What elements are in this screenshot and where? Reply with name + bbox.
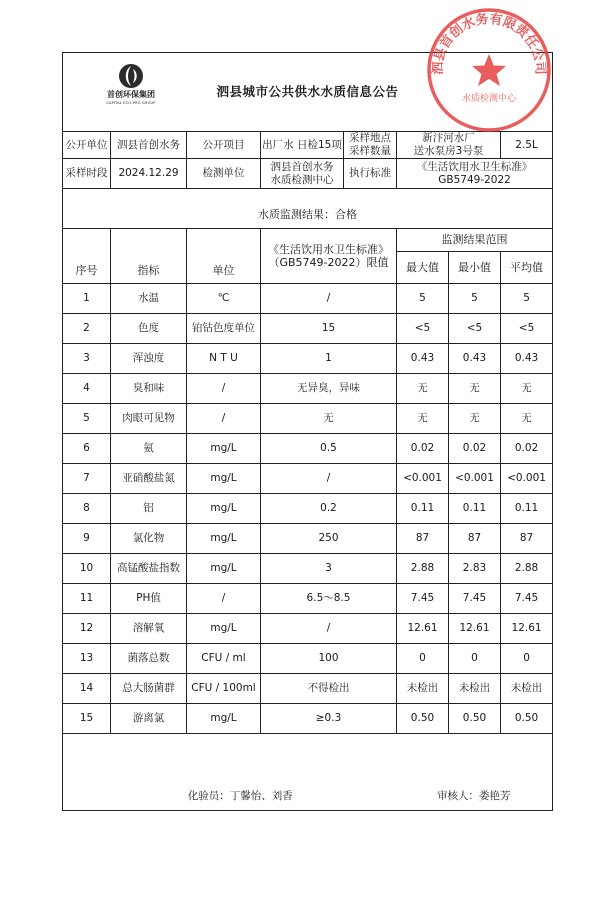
row-max: 0.43: [397, 344, 449, 374]
blank-row: [63, 734, 553, 783]
row-unit: N T U: [187, 344, 261, 374]
logo-icon: [118, 63, 144, 89]
row-unit: mg/L: [187, 554, 261, 584]
row-no: 15: [63, 704, 111, 734]
row-limit: /: [261, 284, 397, 314]
sample-qty-label: 采样数量: [349, 145, 391, 158]
row-indicator: PH值: [111, 584, 187, 614]
row-limit: 15: [261, 314, 397, 344]
row-avg: 5: [501, 284, 553, 314]
seal-ring-text: 泗县首创水务有限责任公司: [430, 12, 548, 76]
spacer-row: [63, 189, 553, 203]
row-unit: mg/L: [187, 464, 261, 494]
row-limit: 无: [261, 404, 397, 434]
row-min: 0: [449, 644, 501, 674]
col-range: 监测结果范围: [397, 229, 553, 252]
result-text: 水质监测结果：合格: [63, 202, 553, 229]
row-unit: /: [187, 404, 261, 434]
publish-unit-value: 泗县首创水务: [111, 132, 187, 159]
row-limit: 1: [261, 344, 397, 374]
publish-item-label: 公开项目: [187, 132, 261, 159]
row-no: 1: [63, 284, 111, 314]
col-min: 最小值: [449, 252, 501, 284]
row-indicator: 浑浊度: [111, 344, 187, 374]
row-avg: 0: [501, 644, 553, 674]
table-row: [63, 404, 553, 434]
row-indicator: 氯化物: [111, 524, 187, 554]
row-indicator: 肉眼可见物: [111, 404, 187, 434]
row-avg: 无: [501, 374, 553, 404]
row-avg: <0.001: [501, 464, 553, 494]
table-row: [63, 314, 553, 344]
table-row: [63, 344, 553, 374]
row-min: 12.61: [449, 614, 501, 644]
table-row: [63, 524, 553, 554]
row-no: 12: [63, 614, 111, 644]
row-min: 0.11: [449, 494, 501, 524]
row-no: 3: [63, 344, 111, 374]
inspector-text: 化验员：丁馨怡、刘香: [63, 782, 397, 811]
row-avg: 无: [501, 404, 553, 434]
row-avg: 87: [501, 524, 553, 554]
row-limit: 6.5～8.5: [261, 584, 397, 614]
row-unit: /: [187, 374, 261, 404]
sample-time-value: 2024.12.29: [111, 159, 187, 189]
row-limit: 3: [261, 554, 397, 584]
col-indicator: 指标: [111, 229, 187, 284]
col-max: 最大值: [397, 252, 449, 284]
row-min: 未检出: [449, 674, 501, 704]
test-unit-cell: [261, 159, 344, 189]
row-max: 无: [397, 374, 449, 404]
row-avg: 0.02: [501, 434, 553, 464]
standard-value-1: 《生活饮用水卫生标准》: [416, 160, 533, 173]
row-indicator: 高锰酸盐指数: [111, 554, 187, 584]
test-unit-label: 检测单位: [187, 159, 261, 189]
table-row: [63, 374, 553, 404]
row-limit: /: [261, 464, 397, 494]
table-row: [63, 674, 553, 704]
row-indicator: 臭和味: [111, 374, 187, 404]
row-limit: 0.5: [261, 434, 397, 464]
row-max: <0.001: [397, 464, 449, 494]
row-no: 4: [63, 374, 111, 404]
row-indicator: 水温: [111, 284, 187, 314]
row-unit: mg/L: [187, 524, 261, 554]
row-min: <5: [449, 314, 501, 344]
row-max: 2.88: [397, 554, 449, 584]
row-min: 0.02: [449, 434, 501, 464]
table-row: [63, 584, 553, 614]
test-unit-value-2: 水质检测中心: [270, 173, 334, 186]
row-no: 11: [63, 584, 111, 614]
table-row: [63, 554, 553, 584]
row-min: 87: [449, 524, 501, 554]
row-avg: 0.50: [501, 704, 553, 734]
row-no: 13: [63, 644, 111, 674]
row-unit: CFU / 100ml: [187, 674, 261, 704]
row-unit: /: [187, 584, 261, 614]
water-quality-table: [62, 52, 553, 811]
row-max: 0: [397, 644, 449, 674]
row-min: 2.83: [449, 554, 501, 584]
row-no: 6: [63, 434, 111, 464]
row-unit: mg/L: [187, 614, 261, 644]
title-cell: [63, 53, 553, 132]
sample-place-label: 采样地点: [349, 132, 391, 144]
standard-value-2: GB5749-2022: [438, 173, 511, 186]
row-unit: mg/L: [187, 434, 261, 464]
table-row: [63, 284, 553, 314]
row-indicator: 亚硝酸盐氮: [111, 464, 187, 494]
row-avg: 0.11: [501, 494, 553, 524]
row-indicator: 铝: [111, 494, 187, 524]
logo-en-text: CAPITAL ECO-PRO GROUP: [106, 101, 156, 105]
standard-cell: [397, 159, 553, 189]
sample-place-value: 新汴河水厂: [422, 132, 475, 144]
row-max: <5: [397, 314, 449, 344]
row-min: <0.001: [449, 464, 501, 494]
row-min: 无: [449, 374, 501, 404]
row-no: 14: [63, 674, 111, 704]
standard-label: 执行标准: [344, 159, 397, 189]
row-avg: 未检出: [501, 674, 553, 704]
table-row: [63, 644, 553, 674]
sample-place-value-2: 送水泵房3号泵: [413, 145, 484, 158]
col-limit-1: 《生活饮用水卫生标准》: [268, 242, 389, 256]
notice-title: 泗县城市公共供水水质信息公告: [216, 84, 399, 100]
col-no: 序号: [63, 229, 111, 284]
row-unit: mg/L: [187, 494, 261, 524]
row-min: 0.50: [449, 704, 501, 734]
table-row: [63, 434, 553, 464]
row-unit: ℃: [187, 284, 261, 314]
row-max: 87: [397, 524, 449, 554]
row-avg: 12.61: [501, 614, 553, 644]
test-unit-value-1: 泗县首创水务: [270, 160, 334, 173]
row-min: 无: [449, 404, 501, 434]
row-no: 7: [63, 464, 111, 494]
row-indicator: 色度: [111, 314, 187, 344]
row-indicator: 游离氯: [111, 704, 187, 734]
row-max: 7.45: [397, 584, 449, 614]
row-limit: /: [261, 614, 397, 644]
row-min: 7.45: [449, 584, 501, 614]
table-row: [63, 704, 553, 734]
row-limit: 0.2: [261, 494, 397, 524]
sample-place-cell: [397, 132, 501, 159]
logo-cn-text: 首创环保集团: [107, 90, 155, 99]
company-logo: [101, 63, 161, 105]
row-no: 10: [63, 554, 111, 584]
row-max: 0.50: [397, 704, 449, 734]
data-rows: [63, 284, 553, 734]
row-indicator: 菌落总数: [111, 644, 187, 674]
row-max: 12.61: [397, 614, 449, 644]
row-avg: 7.45: [501, 584, 553, 614]
row-limit: ≥0.3: [261, 704, 397, 734]
row-no: 9: [63, 524, 111, 554]
row-max: 0.11: [397, 494, 449, 524]
col-limit: [261, 229, 397, 284]
row-max: 无: [397, 404, 449, 434]
row-avg: <5: [501, 314, 553, 344]
table-row: [63, 464, 553, 494]
row-min: 5: [449, 284, 501, 314]
row-limit: 不得检出: [261, 674, 397, 704]
row-limit: 250: [261, 524, 397, 554]
sample-labels: [344, 132, 397, 159]
row-indicator: 溶解氧: [111, 614, 187, 644]
row-max: 5: [397, 284, 449, 314]
row-unit: CFU / ml: [187, 644, 261, 674]
seal-label: 水质检测中心: [461, 94, 517, 104]
table-row: [63, 614, 553, 644]
sample-time-label: 采样时段: [63, 159, 111, 189]
publish-item-value: 出厂水 日检15项: [261, 132, 344, 159]
row-limit: 无异臭，异味: [261, 374, 397, 404]
row-min: 0.43: [449, 344, 501, 374]
table-row: [63, 494, 553, 524]
row-indicator: 总大肠菌群: [111, 674, 187, 704]
row-max: 未检出: [397, 674, 449, 704]
col-unit: 单位: [187, 229, 261, 284]
row-no: 2: [63, 314, 111, 344]
sample-qty-value: 2.5L: [501, 132, 553, 159]
col-limit-2: （GB5749-2022）限值: [268, 256, 389, 270]
row-no: 5: [63, 404, 111, 434]
publish-unit-label: 公开单位: [63, 132, 111, 159]
reviewer-text: 审核人：娄艳芳: [397, 782, 553, 811]
row-unit: mg/L: [187, 704, 261, 734]
row-limit: 100: [261, 644, 397, 674]
row-unit: 铂钴色度单位: [187, 314, 261, 344]
col-avg: 平均值: [501, 252, 553, 284]
row-avg: 0.43: [501, 344, 553, 374]
row-indicator: 氨: [111, 434, 187, 464]
row-max: 0.02: [397, 434, 449, 464]
row-avg: 2.88: [501, 554, 553, 584]
row-no: 8: [63, 494, 111, 524]
